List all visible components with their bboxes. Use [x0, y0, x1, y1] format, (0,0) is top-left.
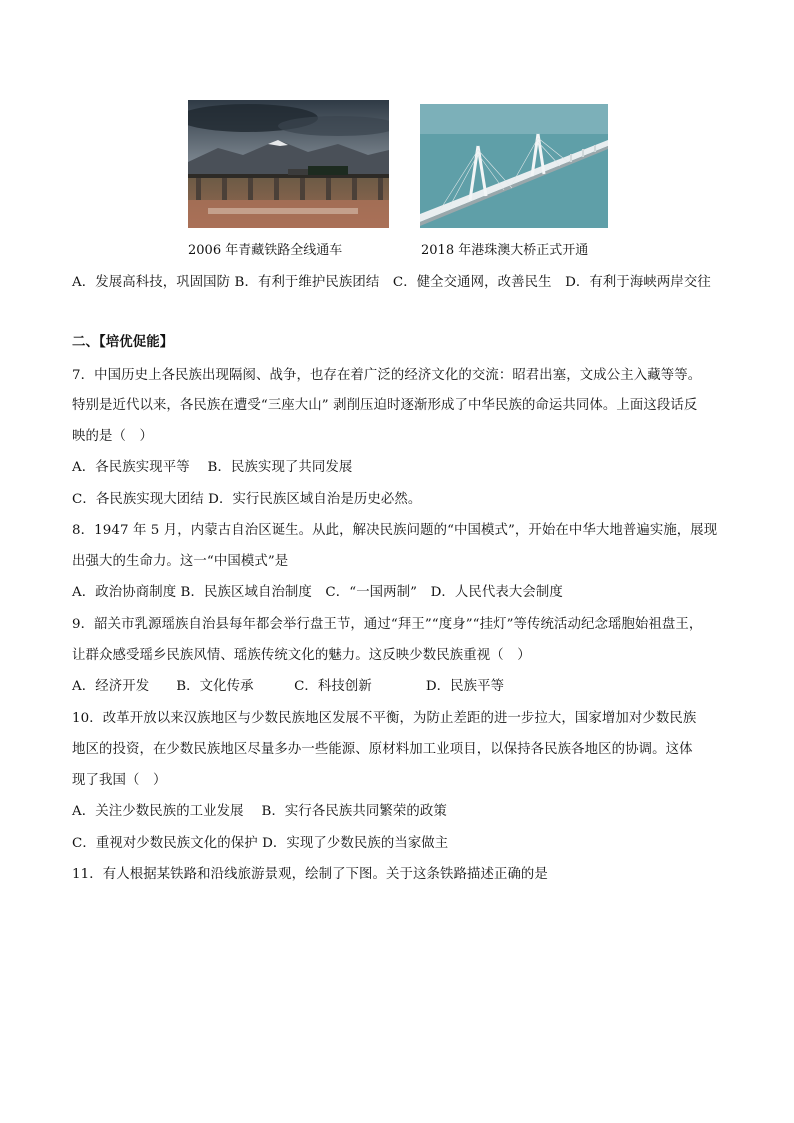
- q9-stem-line-1: 9．韶关市乳源瑶族自治县每年都会举行盘王节，通过“拜王”“度身”“挂灯”等传统活动纪念瑶胞始祖盘王，: [72, 617, 703, 632]
- q8-stem-line-1: 8．1947 年 5 月，内蒙古自治区诞生。从此，解决民族问题的“中国模式”，开始在中华大地普遍实施，展现: [72, 523, 718, 538]
- q8-stem-line-2: 出强大的生命力。这一“中国模式”是: [72, 554, 289, 569]
- q6-options: A．发展高科技，巩固国防 B．有利于维护民族团结 C．健全交通网，改善民生 D．有利于海峡两岸交往: [72, 275, 711, 290]
- q7-options-line-2: C．各民族实现大团结 D．实行民族区域自治是历史必然。: [72, 492, 422, 507]
- q7-options-line-1: A．各民族实现平等 B．民族实现了共同发展: [72, 460, 353, 475]
- q10-options-line-1: A．关注少数民族的工业发展 B．实行各民族共同繁荣的政策: [72, 804, 447, 819]
- q10-stem-line-1: 10．改革开放以来汉族地区与少数民族地区发展不平衡，为防止差距的进一步拉大，国家增加对少数民族: [72, 711, 697, 726]
- qinghai-tibet-railway-photo: [188, 100, 389, 228]
- q11-stem-line-1: 11．有人根据某铁路和沿线旅游景观，绘制了下图。关于这条铁路描述正确的是: [72, 867, 548, 882]
- q7-stem-line-3: 映的是（ ）: [72, 429, 153, 444]
- q8-options: A．政治协商制度 B．民族区域自治制度 C．“一国两制” D．人民代表大会制度: [72, 585, 563, 600]
- q9-options: A．经济开发 B．文化传承 C．科技创新 D．民族平等: [72, 679, 505, 694]
- photo-caption-bridge: 2018 年港珠澳大桥正式开通: [421, 243, 589, 258]
- photo-caption-railway: 2006 年青藏铁路全线通车: [188, 243, 343, 258]
- q9-stem-line-2: 让群众感受瑶乡民族风情、瑶族传统文化的魅力。这反映少数民族重视（ ）: [72, 648, 531, 663]
- q10-options-line-2: C．重视对少数民族文化的保护 D．实现了少数民族的当家做主: [72, 836, 449, 851]
- q10-stem-line-2: 地区的投资，在少数民族地区尽量多办一些能源、原材料加工业项目，以保持各民族各地区的协调。这体: [72, 742, 693, 757]
- section-title: 二、【培优促能】: [72, 334, 174, 350]
- q7-stem-line-1: 7．中国历史上各民族出现隔阂、战争，也存在着广泛的经济文化的交流：昭君出塞，文成公主入藏等等。: [72, 368, 702, 383]
- hzmb-bridge-photo: [420, 104, 608, 228]
- q7-stem-line-2: 特别是近代以来，各民族在遭受“三座大山” 剥削压迫时逐渐形成了中华民族的命运共同体。上面这段话反: [72, 398, 698, 413]
- q10-stem-line-3: 现了我国（ ）: [72, 773, 167, 788]
